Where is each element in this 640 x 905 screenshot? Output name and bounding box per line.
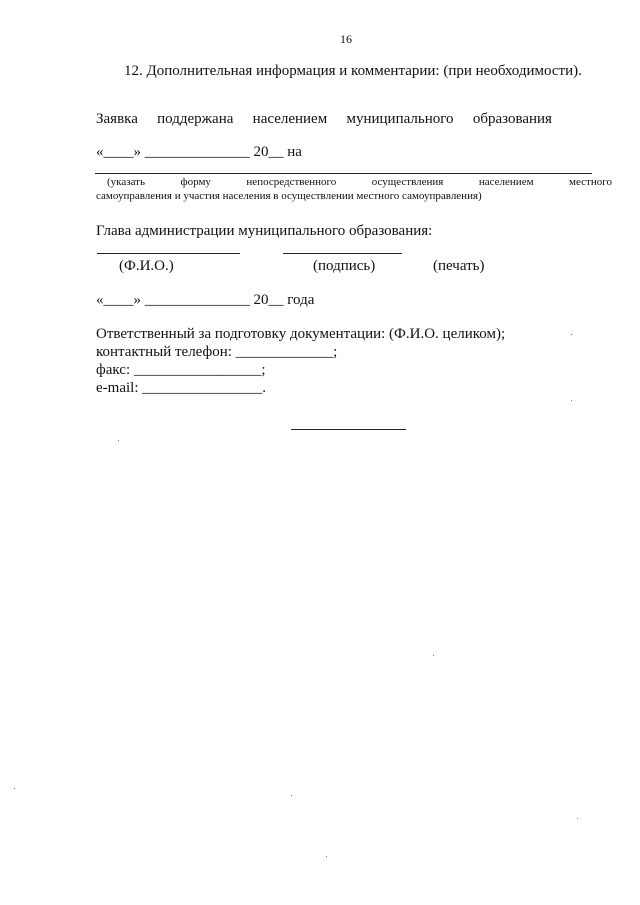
end-divider [291, 429, 406, 430]
support-word: населением [252, 111, 328, 127]
date-line-1: «____» ______________ 20__ на [96, 144, 302, 160]
phone-line: контактный телефон: _____________; [96, 344, 338, 360]
date-line-2: «____» ______________ 20__ года [96, 292, 315, 308]
support-word: Заявка [96, 111, 138, 127]
note-line-1 [107, 177, 612, 188]
note-word: осуществления [371, 176, 444, 188]
note-word: форму [180, 176, 211, 188]
note-word: (указать [107, 176, 145, 188]
signature-label: (подпись) [313, 258, 376, 274]
scan-speck [118, 440, 119, 441]
support-word: поддержана [157, 111, 234, 127]
note-word: местного [569, 176, 612, 188]
scan-speck [291, 795, 292, 796]
fio-label: (Ф.И.О.) [119, 258, 174, 274]
scan-speck [326, 856, 327, 857]
note-word: непосредственного [246, 176, 337, 188]
fio-signature-line [97, 253, 240, 254]
scan-speck [14, 788, 15, 789]
blank-fill-line [95, 173, 592, 174]
head-admin-label: Глава администрации муниципального образования: [96, 223, 433, 239]
support-word: образования [472, 111, 552, 127]
note-word: населением [478, 176, 534, 188]
scan-speck [577, 818, 578, 819]
support-word: муниципального [346, 111, 454, 127]
email-line: e-mail: ________________. [96, 380, 266, 396]
responsible-label: Ответственный за подготовку документации: (Ф.И.О. целиком); [96, 326, 506, 342]
stamp-label: (печать) [433, 258, 485, 274]
fax-line: факс: _________________; [96, 362, 266, 378]
scan-speck [571, 400, 572, 401]
signature-line [283, 253, 402, 254]
support-line [96, 112, 552, 127]
scan-speck [571, 334, 572, 335]
scan-speck [433, 655, 434, 656]
page-number: 16 [340, 32, 352, 46]
section-heading: 12. Дополнительная информация и комментарии: (при необходимости). [124, 63, 582, 79]
note-line-2: самоуправления и участия населения в осуществлении местного самоуправления) [96, 190, 482, 202]
